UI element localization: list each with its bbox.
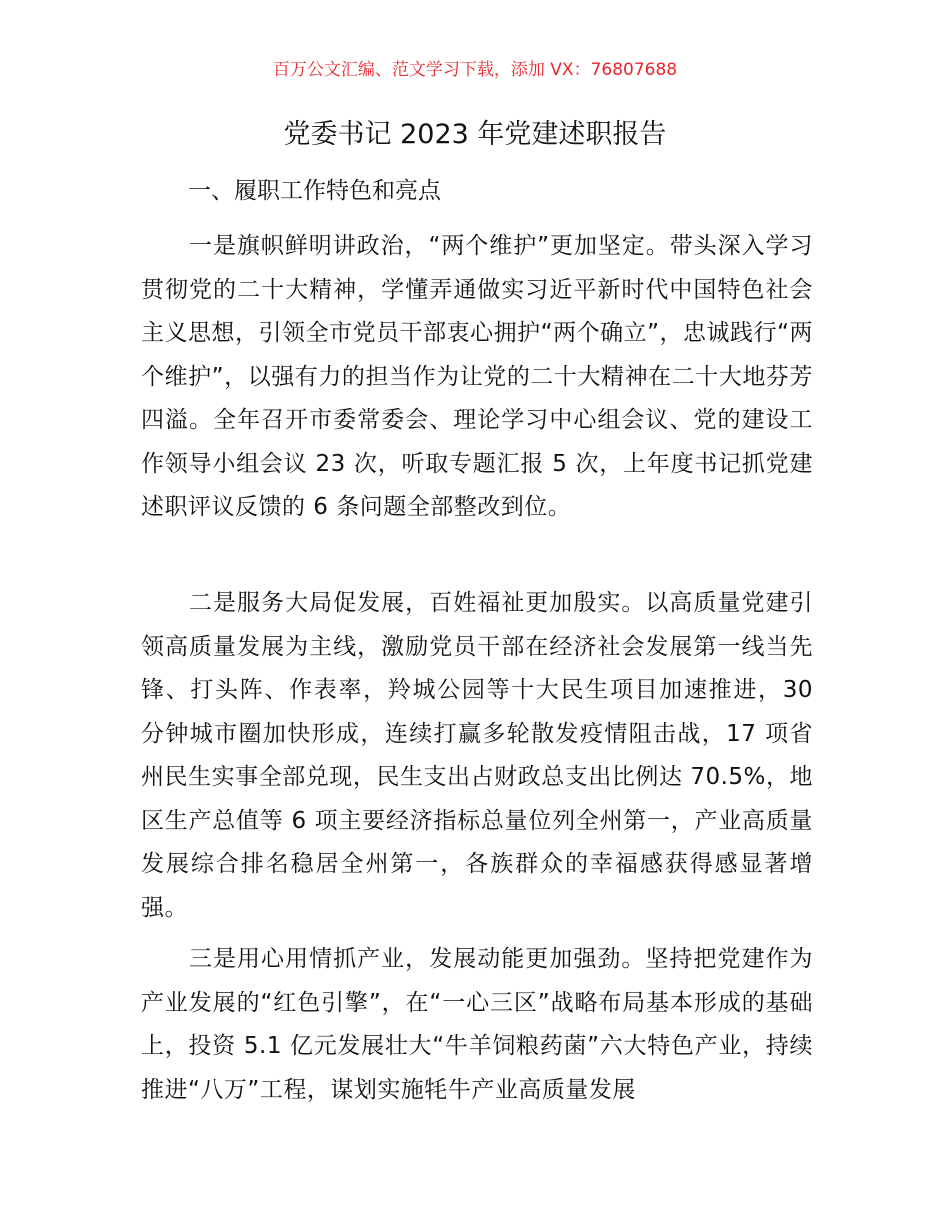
paragraph-3: 三是用心用情抓产业，发展动能更加强劲。坚持把党建作为产业发展的“红色引擎”，在“一心三区”战略布局基本形成的基础上，投资 5.1 亿元发展壮大“牛羊饲粮药菌”六大特色产业，持续推进“八万”工程，谋划实施牦牛产业高质量发展 xyxy=(141,946,813,1103)
paragraph-2: 二是服务大局促发展，百姓福祉更加殷实。以高质量党建引领高质量发展为主线，激励党员干部在经济社会发展第一线当先锋、打头阵、作表率，羚城公园等十大民生项目加速推进，30 分钟城市圈加快形成，连续打赢多轮散发疫情阻击战，17 项省州民生实事全部兑现，民生支出占财政总支出比例达 70.5%，地区生产总值等 6 项主要经济指标总量位列全州第一，产业高质量发展综合排名稳居全州第一，各族群众的幸福感获得感显著增强。 xyxy=(141,590,813,921)
watermark-header: 百万公文汇编、范文学习下载，添加 VX：76807688 xyxy=(272,60,678,80)
section-heading: 一、履职工作特色和亮点 xyxy=(188,178,441,204)
paragraph-1: 一是旗帜鲜明讲政治，“两个维护”更加坚定。带头深入学习贯彻党的二十大精神，学懂弄通做实习近平新时代中国特色社会主义思想，引领全市党员干部衷心拥护“两个确立”，忠诚践行“两个维护”，以强有力的担当作为让党的二十大精神在二十大地芬芳四溢。全年召开市委常委会、理论学习中心组会议、党的建设工作领导小组会议 23 次，听取专题汇报 5 次，上年度书记抓党建述职评议反馈的 6 条问题全部整改到位。 xyxy=(141,233,813,520)
page-title: 党委书记 2023 年党建述职报告 xyxy=(283,119,667,150)
